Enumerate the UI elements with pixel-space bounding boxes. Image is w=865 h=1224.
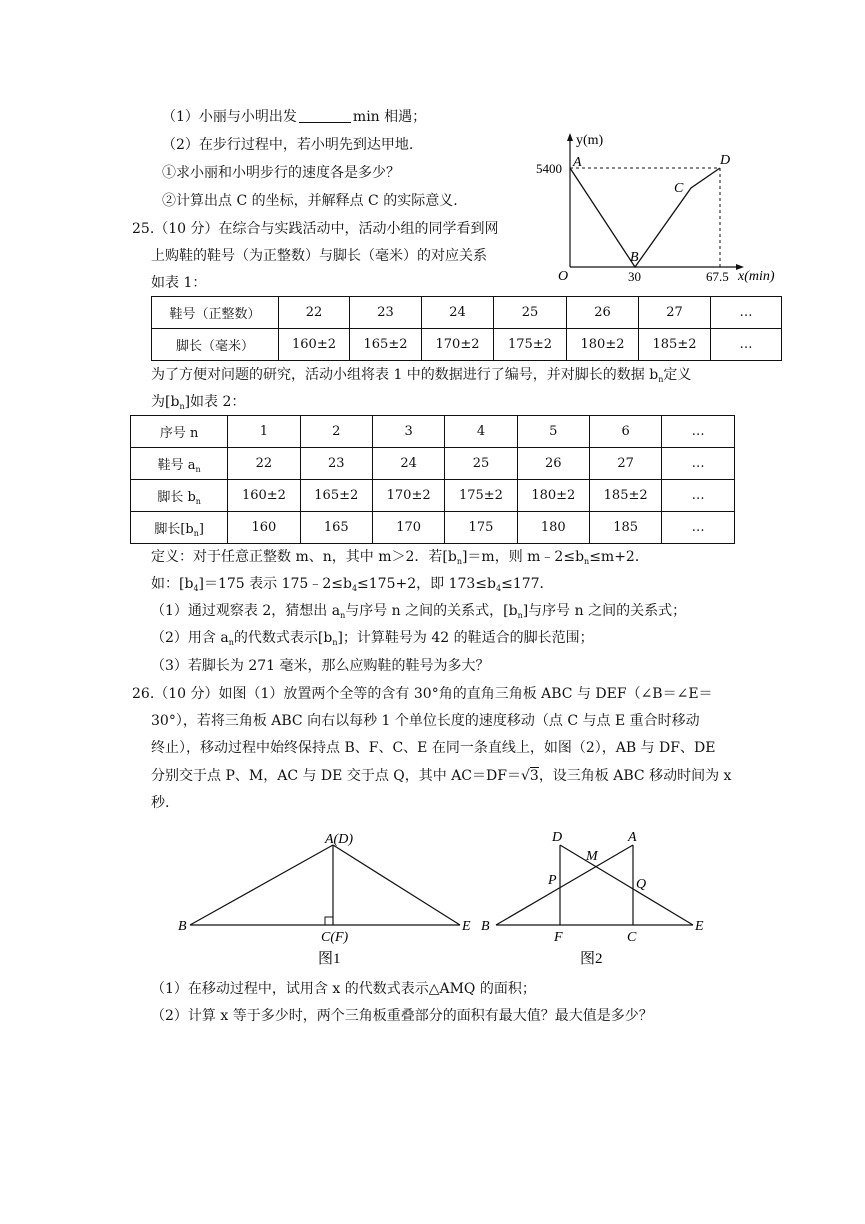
- figure-2: [478, 830, 718, 970]
- table-cell: …: [662, 448, 735, 480]
- x-axis-label: x(min): [738, 269, 775, 284]
- q24-part1-suffix: min 相遇；: [352, 109, 427, 125]
- table-cell: 185±2: [639, 329, 711, 361]
- table-cell: 5: [517, 416, 589, 448]
- q26-line1: 26.（10 分）如图（1）放置两个全等的含有 30°角的直角三角板 ABC 与 DEF（∠B＝∠E＝: [132, 686, 713, 702]
- subscript: 4: [193, 584, 199, 593]
- q25-definition: [151, 547, 649, 572]
- q25-mid1: [151, 365, 691, 390]
- fig1-label-c: C(F): [321, 930, 349, 945]
- table-cell: 2: [300, 416, 372, 448]
- subscript: n: [228, 638, 234, 647]
- q25-mid2: [151, 392, 245, 417]
- q24-part1: [162, 107, 426, 127]
- table-cell: 26: [567, 297, 639, 329]
- table-cell: 鞋号（正整数）: [152, 297, 279, 329]
- table-cell: 27: [639, 297, 711, 329]
- q25-part2: [151, 628, 594, 653]
- text: ，设三角板 ABC 移动时间为 x: [538, 768, 732, 784]
- fig1-label-a: A(D): [325, 832, 353, 847]
- table-cell: 160±2: [279, 329, 350, 361]
- table-cell: 27: [589, 448, 661, 480]
- table-cell: 165: [300, 512, 372, 544]
- fig2-label-d: D: [552, 830, 563, 845]
- table-cell: 160±2: [228, 480, 300, 512]
- table-cell: 185: [589, 512, 661, 544]
- subscript: 4: [496, 584, 502, 593]
- table-cell: 180±2: [567, 329, 639, 361]
- subscript: n: [658, 375, 664, 384]
- text: ]；计算鞋号为 42 的鞋适合的脚长范围；: [337, 630, 594, 646]
- q26-line4: [151, 766, 731, 786]
- point-d-label: D: [720, 153, 731, 168]
- text: 脚长 b: [157, 489, 196, 505]
- text: 定义: [663, 367, 692, 383]
- table-cell: 23: [350, 297, 422, 329]
- text: ]如表 2：: [184, 394, 246, 410]
- fig2-label-q: Q: [636, 877, 647, 892]
- table-cell: 23: [300, 448, 372, 480]
- table-cell: 185±2: [589, 480, 661, 512]
- table-cell: …: [662, 416, 735, 448]
- point-a-label: A: [573, 155, 582, 170]
- fig2-label-f: F: [554, 930, 563, 945]
- table-cell: 165±2: [300, 480, 372, 512]
- table-cell: [131, 480, 228, 512]
- table-cell: 24: [372, 448, 444, 480]
- q25-part1: [151, 601, 686, 626]
- table-cell: 170±2: [422, 329, 494, 361]
- subscript: n: [195, 496, 201, 506]
- x-tick-30: 30: [628, 269, 641, 284]
- q25-example: [151, 574, 554, 599]
- table-cell: [131, 448, 228, 480]
- q24-sub2: ②计算出点 C 的坐标，并解释点 C 的实际意义.: [162, 193, 458, 209]
- fig1-caption: 图1: [318, 951, 341, 967]
- y-tick-5400: 5400: [536, 161, 562, 176]
- text: 的代数式表示[b: [233, 630, 333, 646]
- table-cell: 26: [517, 448, 589, 480]
- text: 为了方便对问题的研究，活动小组将表 1 中的数据进行了编号，并对脚长的数据 b: [151, 367, 659, 383]
- subscript: n: [332, 638, 338, 647]
- table-cell: 4: [445, 416, 517, 448]
- q25-intro2: 上购鞋的鞋号（为正整数）与脚长（毫米）的对应关系: [151, 248, 487, 264]
- table-cell: 160: [228, 512, 300, 544]
- table-cell: 22: [279, 297, 350, 329]
- point-b-label: B: [630, 250, 639, 265]
- text: 脚长[b: [154, 521, 194, 537]
- subscript: n: [193, 528, 199, 538]
- fig2-label-e: E: [695, 919, 704, 934]
- table-cell: …: [711, 297, 782, 329]
- fig1-label-e: E: [462, 919, 471, 934]
- text: （1）通过观察表 2，猜想出 a: [151, 603, 341, 619]
- subscript: n: [517, 611, 523, 620]
- table-cell: 1: [228, 416, 300, 448]
- q26-line5: 秒.: [151, 795, 170, 811]
- table-cell: 165±2: [350, 329, 422, 361]
- subscript: 4: [351, 584, 358, 593]
- text: （2）用含 a: [151, 630, 229, 646]
- table-2: [130, 415, 735, 544]
- q26-part2: （2）计算 x 等于多少时，两个三角板重叠部分的面积有最大值？最大值是多少？: [151, 1008, 653, 1024]
- text: ≤175+2，即 173≤b: [357, 576, 496, 592]
- text: 鞋号 a: [157, 457, 196, 473]
- table-cell: 脚长（毫米）: [152, 329, 279, 361]
- table-cell: 175±2: [494, 329, 567, 361]
- table-cell: [131, 512, 228, 544]
- q25-intro1: 25.（10 分）在综合与实践活动中，活动小组的同学看到网: [132, 221, 499, 237]
- q26-line2: 30°），若将三角板 ABC 向右以每秒 1 个单位长度的速度移动（点 C 与点 E 重合时移动: [151, 713, 700, 729]
- text: ]与序号 n 之间的关系式；: [522, 603, 687, 619]
- origin-label: O: [558, 269, 569, 284]
- sqrt-symbol: √3: [520, 768, 539, 784]
- q26-part1: （1）在移动过程中，试用含 x 的代数式表示△AMQ 的面积；: [151, 981, 536, 997]
- text: 为[b: [151, 394, 180, 410]
- fig2-label-c: C: [627, 930, 637, 945]
- text: 分别交于点 P、M，AC 与 DE 交于点 Q，其中 AC＝DF＝: [151, 768, 521, 784]
- text: ≤177．: [501, 576, 554, 592]
- fig1-label-b: B: [178, 919, 187, 934]
- subscript: n: [456, 557, 462, 566]
- subscript: n: [179, 402, 185, 411]
- subscript: n: [584, 557, 590, 566]
- fig2-caption: 图2: [580, 951, 603, 967]
- table-cell: 170±2: [372, 480, 444, 512]
- table-cell: 序号 n: [131, 416, 228, 448]
- q24-part2: （2）在步行过程中，若小明先到达甲地.: [162, 137, 414, 153]
- q24-part1-prefix: （1）小丽与小明出发: [162, 109, 297, 125]
- answer-blank[interactable]: [299, 108, 351, 123]
- subscript: n: [340, 611, 346, 620]
- figure-1: [175, 830, 515, 970]
- table-cell: 25: [445, 448, 517, 480]
- fig2-label-p: P: [548, 873, 557, 888]
- sqrt-radicand: 3: [529, 768, 539, 784]
- subscript: n: [195, 464, 201, 474]
- x-tick-67-5: 67.5: [706, 269, 729, 284]
- point-c-label: C: [674, 181, 684, 196]
- table-cell: 175: [445, 512, 517, 544]
- table-cell: 24: [422, 297, 494, 329]
- table-1: [151, 296, 782, 361]
- table-cell: 175±2: [445, 480, 517, 512]
- table-cell: 22: [228, 448, 300, 480]
- q25-intro3: 如表 1：: [151, 275, 207, 291]
- table-cell: …: [662, 480, 735, 512]
- q26-line3: 终止），移动过程中始终保持点 B、F、C、E 在同一条直线上，如图（2），AB 与 DF、DE: [151, 740, 716, 756]
- table-cell: 25: [494, 297, 567, 329]
- q24-sub1: ①求小丽和小明步行的速度各是多少？: [162, 165, 400, 181]
- y-axis-label: y(m): [576, 133, 604, 148]
- text: 如：[b: [151, 576, 194, 592]
- text: 与序号 n 之间的关系式，[b: [345, 603, 518, 619]
- distance-time-graph: [536, 130, 778, 290]
- table-cell: 180: [517, 512, 589, 544]
- text: ]: [198, 521, 204, 537]
- text: ≤m+2．: [589, 549, 649, 565]
- text: ]＝175 表示 175﹣2≤b: [198, 576, 352, 592]
- table-cell: 3: [372, 416, 444, 448]
- table-cell: …: [711, 329, 782, 361]
- fig2-label-a: A: [628, 830, 637, 845]
- fig2-label-b: B: [481, 919, 490, 934]
- table-cell: 170: [372, 512, 444, 544]
- table-cell: 180±2: [517, 480, 589, 512]
- q25-part3: （3）若脚长为 271 毫米，那么应购鞋的鞋号为多大？: [151, 658, 490, 674]
- fig2-label-m: M: [586, 849, 598, 864]
- table-cell: 6: [589, 416, 661, 448]
- table-cell: …: [662, 512, 735, 544]
- text: 定义：对于任意正整数 m、n，其中 m＞2．若[b: [151, 549, 457, 565]
- text: ]＝m，则 m﹣2≤b: [461, 549, 585, 565]
